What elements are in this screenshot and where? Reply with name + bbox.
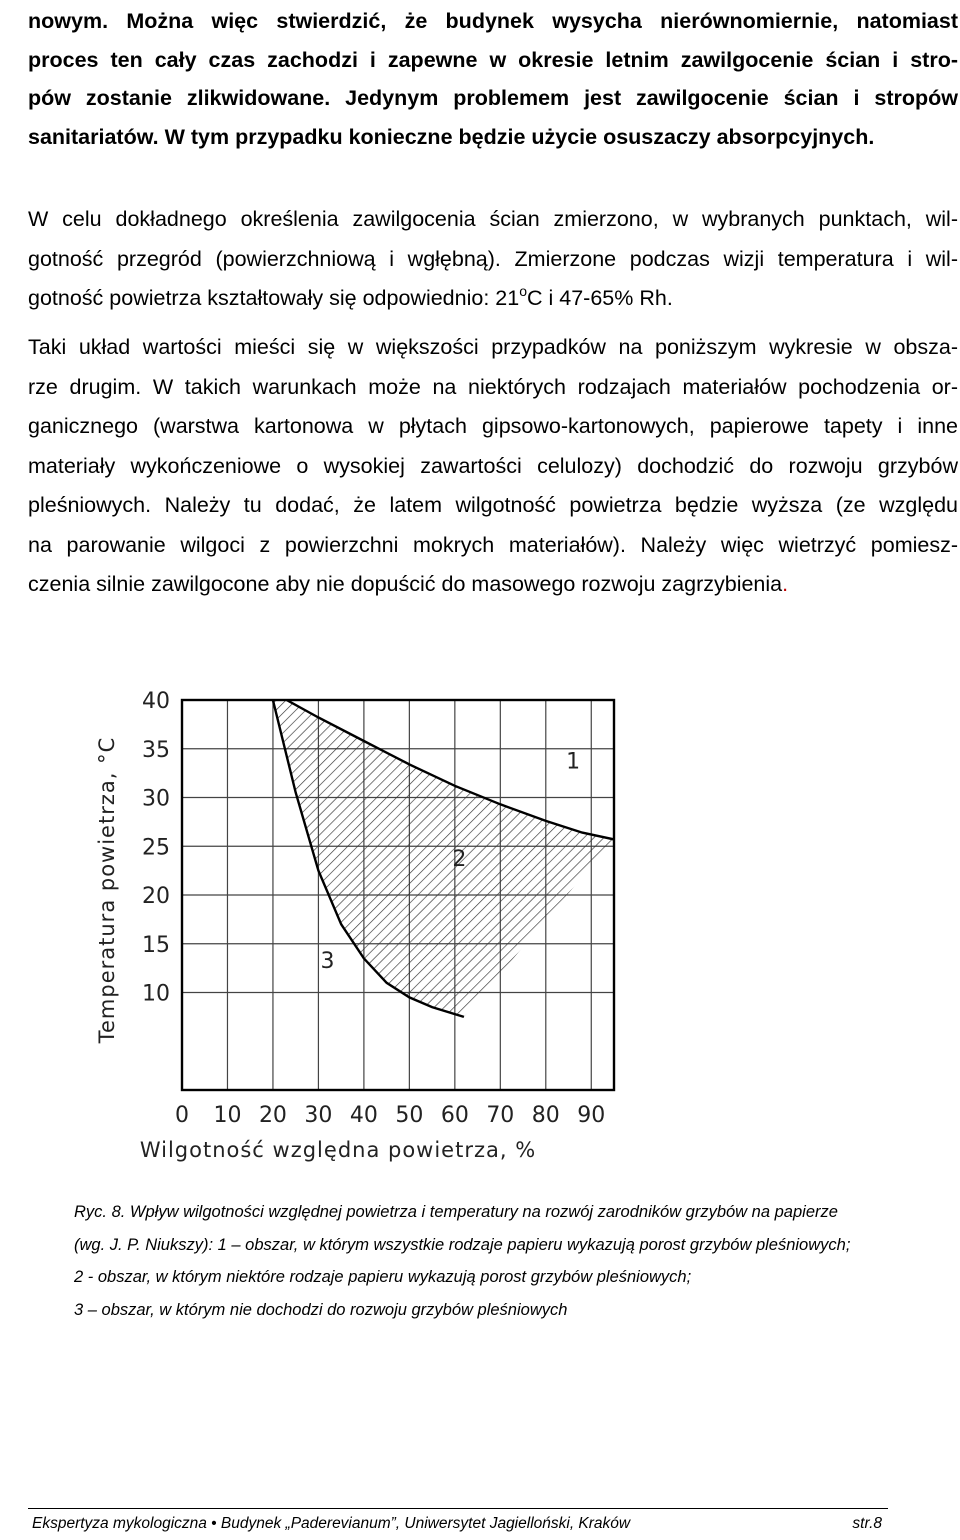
y-tick-label: 25 — [142, 835, 170, 861]
y-tick-label: 40 — [142, 689, 170, 714]
region-label: 1 — [566, 749, 581, 775]
caption-line: 3 – obszar, w którym nie dochodzi do rozwoju grzybów pleśniowych — [74, 1300, 568, 1319]
measurement-paragraph — [28, 200, 958, 319]
text-line: pleśniowych. Należy tu dodać, że latem wilgotność powietrza będzie wyższa (ze względu — [28, 493, 958, 517]
text-line: materiały wykończeniowe o wysokiej zawartości celulozy) dochodzić do rozwoju grzybów — [28, 453, 958, 478]
text-line: sanitariatów. W tym przypadku konieczne będzie użycie osuszaczy absorpcyjnych. — [28, 124, 875, 149]
x-tick-label: 80 — [531, 1103, 560, 1128]
page-footer — [32, 1515, 882, 1533]
degree-superscript: o — [519, 283, 527, 299]
x-tick-label: 10 — [213, 1103, 242, 1128]
y-tick-label: 35 — [142, 737, 170, 763]
text-line: ganicznego (warstwa kartonowa w płytach gipsowo-kartonowych, papierowe tapety i inne — [28, 414, 958, 438]
caption-line: Ryc. 8. Wpływ wilgotności względnej powietrza i temperatury na rozwój zarodników grzybów na papierze — [74, 1203, 838, 1221]
text-line — [28, 565, 958, 605]
y-tick-label: 15 — [142, 932, 170, 958]
figure-caption — [74, 1196, 960, 1326]
footer-title: Ekspertyza mykologiczna • Budynek „Paderevianum”, Uniwersytet Jagielloński, Kraków — [32, 1515, 631, 1532]
text-line: W celu dokładnego określenia zawilgocenia ścian zmierzono, w wybranych punktach, wil- — [28, 207, 958, 231]
x-axis-label: Wilgotność względna powietrza, % — [139, 1138, 537, 1162]
x-tick-label: 20 — [258, 1103, 287, 1128]
text-line: Taki układ wartości mieści się w większości przypadków na poniższym wykresie w obsza- — [28, 335, 958, 359]
y-tick-label: 30 — [142, 786, 170, 812]
text-line: nowym. Można więc stwierdzić, że budynek wysycha nierównomiernie, natomiast — [28, 9, 958, 33]
x-tick-label: 40 — [349, 1103, 378, 1128]
text-fragment: C i 47-65% Rh. — [527, 286, 673, 310]
text-line: gotność przegród (powierzchniową i wgłębną). Zmierzone podczas wizji temperatura i wil- — [28, 246, 958, 271]
text-line — [28, 279, 958, 319]
x-tick-label: 50 — [395, 1103, 424, 1128]
x-tick-label: 90 — [577, 1103, 606, 1128]
text-fragment: czenia silnie zawilgocone aby nie dopuścić do masowego rozwoju zagrzybienia — [28, 572, 783, 596]
text-line: proces ten cały czas zachodzi i zapewne w okresie letnim zawilgocenie ścian i stro- — [28, 47, 958, 72]
x-tick-label: 60 — [440, 1103, 469, 1128]
text-line: na parowanie wilgoci z powierzchni mokrych materiałów). Należy więc wietrzyć pomiesz- — [28, 532, 958, 557]
text-fragment: gotność powietrza kształtowały się odpowiednio: 21 — [28, 286, 520, 310]
text-line: pów zostanie zlikwidowane. Jedynym problemem jest zawilgocenie ścian i stropów — [28, 86, 958, 110]
region-label: 2 — [452, 846, 467, 872]
analysis-paragraph — [28, 328, 958, 605]
text-fragment: . — [782, 572, 789, 596]
footer-divider — [28, 1508, 888, 1509]
region-label: 3 — [320, 949, 335, 975]
x-tick-label: 70 — [486, 1103, 515, 1128]
caption-line: (wg. J. P. Niukszy): 1 – obszar, w którym wszystkie rodzaje papieru wykazują porost grzybów pleśniowych; — [74, 1235, 851, 1254]
intro-paragraph — [28, 2, 958, 156]
y-tick-label: 20 — [142, 884, 170, 909]
caption-line: 2 - obszar, w którym niektóre rodzaje papieru wykazują porost grzybów pleśniowych; — [74, 1268, 692, 1286]
y-axis-label: Temperatura powietrza, °C — [95, 736, 119, 1044]
fungal-growth-chart — [78, 680, 638, 1170]
page-number: str.8 — [852, 1515, 882, 1532]
x-tick-label: 0 — [175, 1103, 189, 1128]
text-line: rze drugim. W takich warunkach może na niektórych rodzajach materiałów pochodzenia or- — [28, 374, 958, 399]
y-tick-label: 10 — [142, 981, 170, 1007]
x-tick-label: 30 — [304, 1103, 333, 1128]
